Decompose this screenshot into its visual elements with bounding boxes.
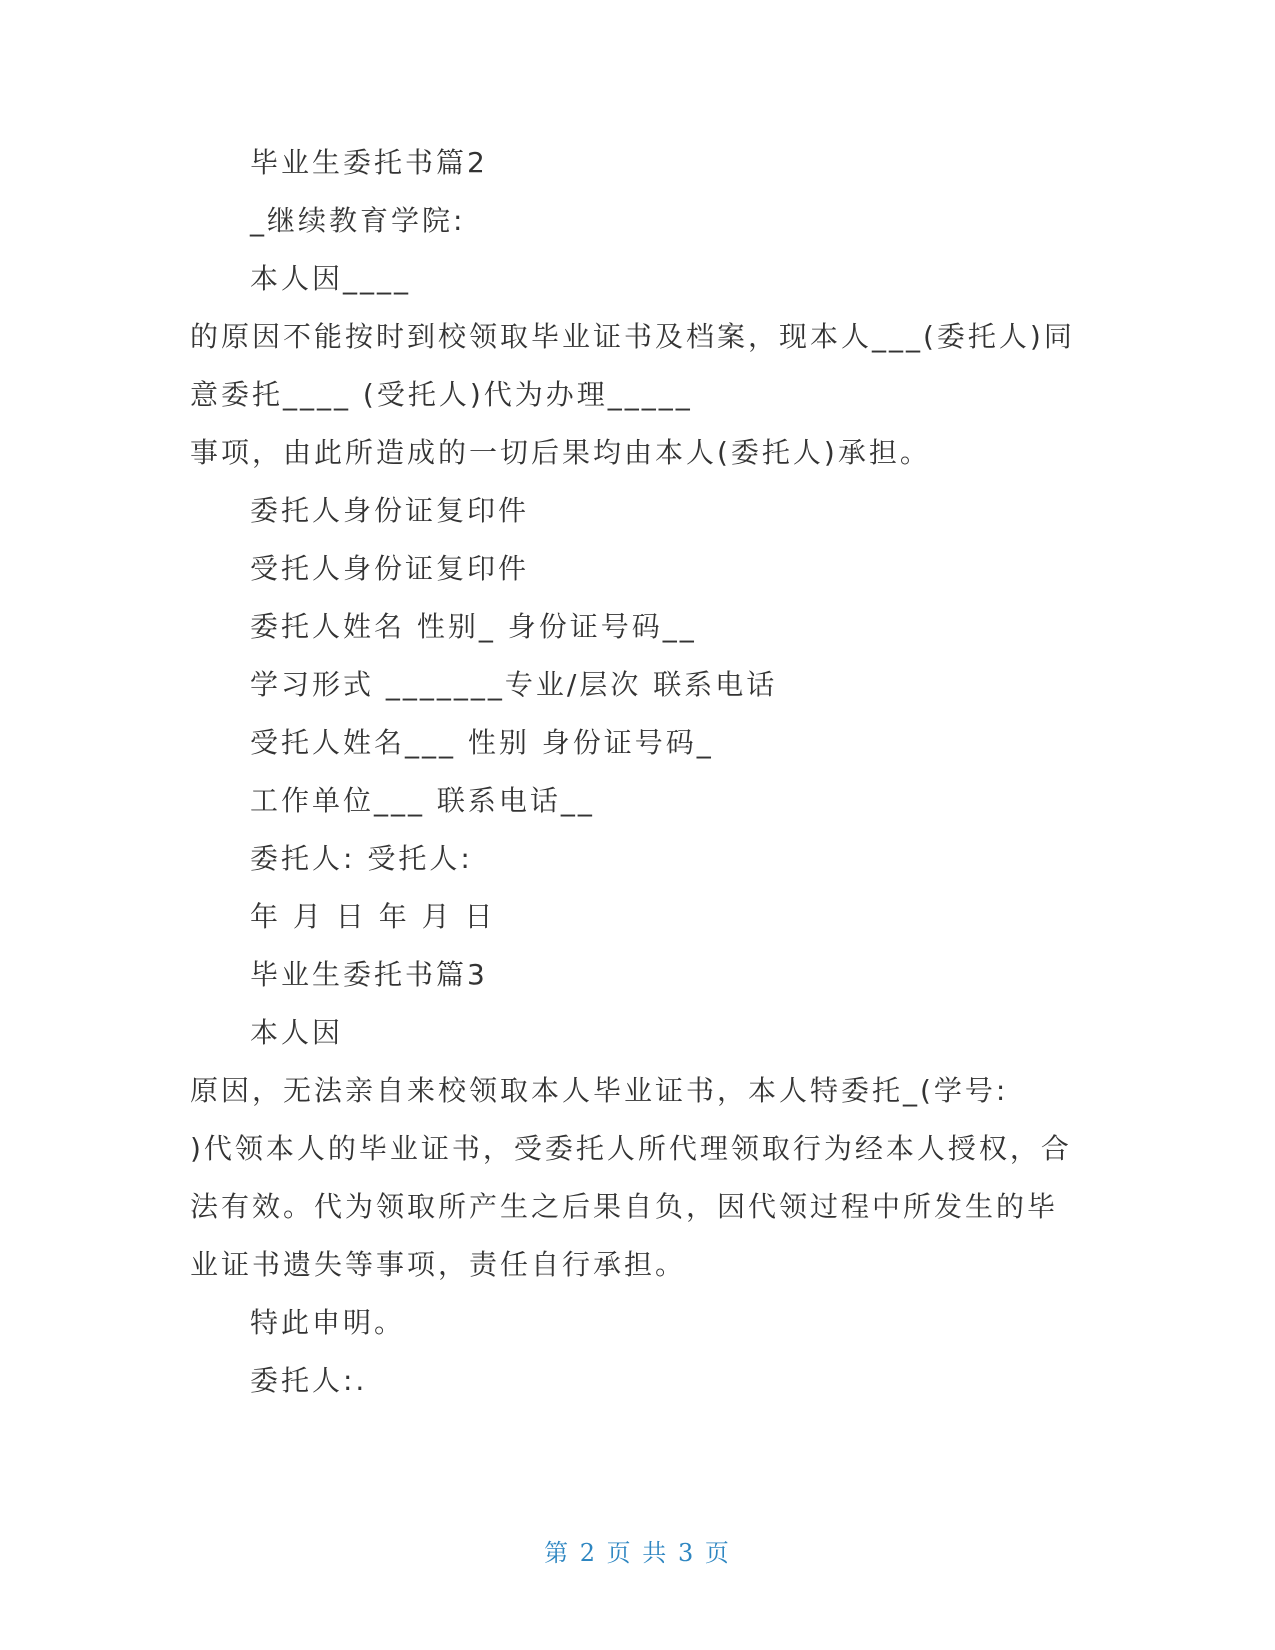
- body-text: 意委托____ (受托人)代为办理_____: [190, 378, 693, 411]
- form-field-line: 学习形式 _______专业/层次 联系电话: [250, 668, 778, 701]
- section-heading: 毕业生委托书篇3: [250, 958, 488, 991]
- attachment-line: 受托人身份证复印件: [250, 552, 530, 585]
- body-text: 的原因不能按时到校领取毕业证书及档案，现本人___(委托人)同: [190, 320, 1075, 353]
- form-field-line: 委托人姓名 性别_ 身份证号码__: [250, 610, 697, 643]
- body-text: 本人因____: [250, 262, 412, 295]
- body-text: 法有效。代为领取所产生之后果自负，因代领过程中所发生的毕: [190, 1190, 1059, 1223]
- date-line: 年 月 日 年 月 日: [250, 900, 496, 933]
- body-text: 本人因: [250, 1016, 344, 1049]
- body-text: 原因，无法亲自来校领取本人毕业证书，本人特委托_(学号:: [190, 1074, 1009, 1107]
- body-text: 业证书遗失等事项，责任自行承担。: [190, 1248, 687, 1281]
- form-field-line: 工作单位___ 联系电话__: [250, 784, 595, 817]
- signature-line: 委托人: 受托人:: [250, 842, 473, 875]
- body-text: )代领本人的毕业证书，受委托人所代理领取行为经本人授权，合: [190, 1132, 1072, 1165]
- page-number-footer: 第 2 页 共 3 页: [544, 1539, 731, 1567]
- section-heading: 毕业生委托书篇2: [250, 146, 488, 179]
- attachment-line: 委托人身份证复印件: [250, 494, 530, 527]
- body-text: 事项，由此所造成的一切后果均由本人(委托人)承担。: [190, 436, 931, 469]
- closing-text: 特此申明。: [250, 1306, 406, 1339]
- form-field-line: 受托人姓名___ 性别 身份证号码_: [250, 726, 714, 759]
- addressee-line: _继续教育学院:: [250, 204, 466, 237]
- signature-line: 委托人:.: [250, 1364, 368, 1397]
